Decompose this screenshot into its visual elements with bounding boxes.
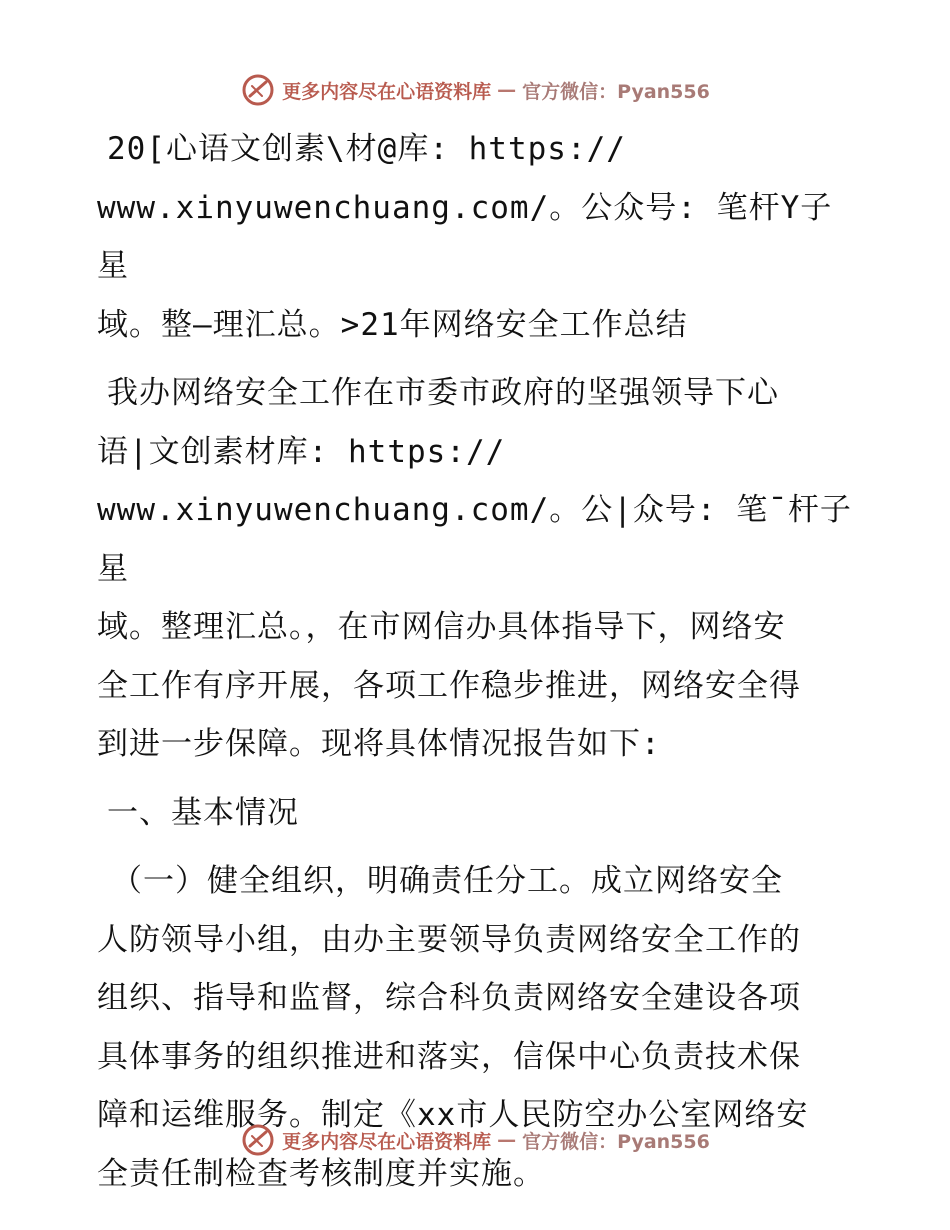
paragraph-line: 20[心语文创素\材@库: https:// — [107, 131, 626, 167]
paragraph-line: 人防领导小组，由办主要领导负责网络安全工作的 — [97, 921, 801, 958]
footer-banner-tail: 官方微信：Pyan556 — [522, 1130, 710, 1153]
logo-icon — [240, 1122, 276, 1158]
footer-banner-separator: — — [497, 1129, 517, 1151]
paragraph-line: 到进一步保障。现将具体情况报告如下: — [97, 726, 661, 762]
paragraph-line: www.xinyuwenchuang.com/。公众号: 笔杆Y子星 — [97, 189, 833, 284]
paragraph-line: 全责任制检查考核制度并实施。 — [97, 1155, 545, 1192]
paragraph-line: 我办网络安全工作在市委市政府的坚强领导下心 — [107, 375, 779, 411]
header-banner — [0, 72, 950, 108]
logo-icon — [240, 72, 276, 108]
paragraph-line: （一）健全组织，明确责任分工。成立网络安全 — [111, 863, 783, 899]
document-body — [97, 120, 857, 1203]
header-banner-main: 更多内容尽在心语资料库 — [282, 80, 492, 103]
paragraph-line: 组织、指导和监督，综合科负责网络安全建设各项 — [97, 980, 801, 1016]
footer-banner-main: 更多内容尽在心语资料库 — [282, 1130, 492, 1153]
header-banner-tail: 官方微信：Pyan556 — [522, 80, 710, 103]
paragraph-line: 障和运维服务。制定《xx市人民防空办公室网络安 — [97, 1097, 809, 1133]
footer-banner — [0, 1122, 950, 1158]
paragraph-line: www.xinyuwenchuang.com/。公|众号: 笔¯杆子星 — [97, 492, 852, 587]
paragraph-line: 全工作有序开展，各项工作稳步推进，网络安全得 — [97, 667, 801, 704]
paragraph-line: 域。整理汇总。，在市网信办具体指导下，网络安 — [97, 609, 786, 645]
paragraph-line: 具体事务的组织推进和落实，信保中心负责技术保 — [97, 1038, 801, 1075]
paragraph-line: 语|文创素材库: https:// — [97, 433, 506, 470]
section-heading: 一、基本情况 — [107, 794, 299, 831]
header-banner-separator: — — [497, 79, 517, 101]
paragraph-line: 域。整—理汇总。>21年网络安全工作总结 — [97, 306, 688, 343]
